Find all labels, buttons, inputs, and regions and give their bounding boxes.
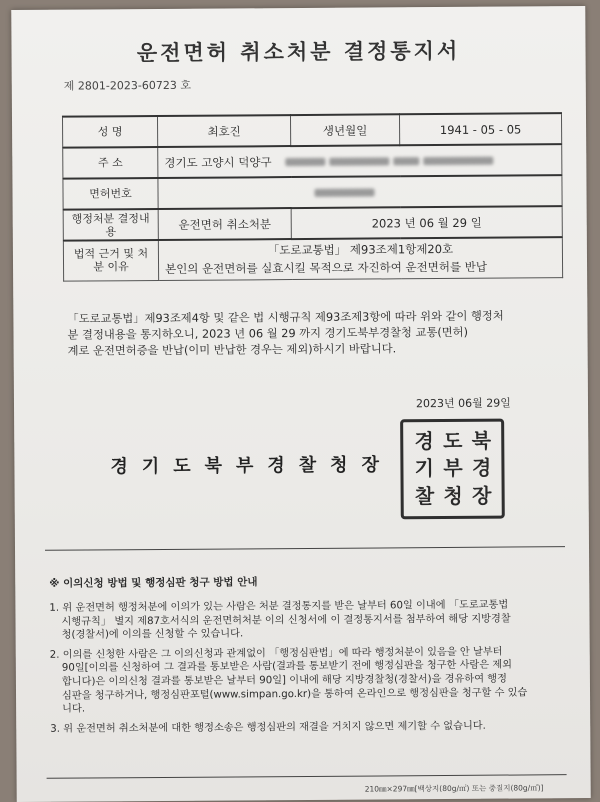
notice-line: 시행규칙」 별지 제87호서식의 운전면허처분 이의 신청서에 이 결정통지서를 첨부하여 해당 지방경찰 [61, 613, 511, 628]
issuing-agency: 경기도북부경찰청장 [110, 454, 394, 478]
table-row [62, 113, 561, 147]
divider-bottom [47, 774, 567, 779]
seal-glyph: 경 [414, 429, 433, 454]
seal-glyph: 장 [472, 483, 491, 508]
redacted-address [285, 153, 497, 168]
paragraph-line: 분 결정내용을 통지하오니, 2023 년 06 월 29 까지 경기도북부경찰청 교통(면허) [67, 325, 469, 342]
document-title: 운전면허 취소처분 결정통지서 [136, 38, 461, 66]
table-row [63, 175, 562, 209]
list-item [50, 719, 566, 736]
basis-reason: 본인의 운전면허를 실효시킬 목적으로 자진하여 운전면허를 반납 [165, 259, 487, 277]
notice-line: 청(경찰서)에 이의를 신청할 수 있습니다. [61, 628, 244, 641]
paper-spec: 210㎜×297㎜[백상지(80g/㎡) 또는 중질지(80g/㎡)] [364, 783, 544, 794]
name-label: 성 명 [62, 116, 157, 148]
address-cell [158, 144, 562, 178]
list-item [50, 645, 566, 717]
address-label: 주 소 [63, 147, 158, 179]
basis-label: 법적 근거 및 처분 이유 [63, 240, 158, 281]
seal-glyph: 기 [414, 456, 434, 481]
seal-glyph: 찰 [414, 483, 434, 508]
address-value: 경기도 고양시 덕양구 [164, 154, 272, 170]
seal-glyph: 경 [471, 456, 491, 481]
notice-document [11, 6, 591, 802]
notice-line: 3. 위 운전면허 취소처분에 대한 행정소송은 행정심판의 재결을 거치지 않으면 제기할 수 없습니다. [50, 720, 486, 735]
redacted-license [314, 185, 378, 199]
license-label: 면허번호 [63, 178, 158, 210]
issue-date: 2023년 06월 29일 [415, 396, 511, 411]
seal-glyph: 북 [471, 428, 491, 453]
divider-top [45, 546, 565, 551]
seal-characters [409, 428, 496, 511]
notice-line: 1. 위 운전면허 행정처분에 이의가 있는 사람은 처분 결정통지를 받은 날부터 60일 이내에 「도로교통법 [49, 599, 509, 614]
license-cell [158, 175, 562, 209]
seal-glyph: 도 [443, 428, 462, 454]
document-number: 제 2801-2023-60723 호 [63, 78, 191, 93]
disposition-date: 2023 년 06 월 29 일 [291, 206, 562, 239]
table-row [63, 144, 562, 178]
table-row [63, 237, 562, 280]
notice-line: 90일[이의를 신청하여 그 결과를 통보받은 사람(결과를 통보받기 전에 행정심판을 청구한 사람은 제외 [61, 659, 513, 675]
list-item [49, 598, 565, 642]
basis-law: 「도로교통법」 제93조제1항제20호 [267, 242, 454, 258]
paragraph-line: 계로 운전면허증을 반납(이미 반납한 경우는 제외)하시기 바랍니다. [67, 342, 397, 358]
info-table [62, 112, 563, 281]
notice-line: 심판을 청구하거나, 행정심판포털(www.simpan.go.kr)을 통하여 온라인으로 행정심판을 청구할 수 있습 [61, 686, 528, 702]
disposition-label: 행정처분 결정내용 [63, 209, 158, 241]
notice-line: 합니다)은 이의신청 결과를 통보받은 날부터 90일] 이내에 해당 지방경찰청(경찰서)을 경유하여 행정 [61, 673, 508, 688]
seal-glyph: 청 [443, 483, 462, 508]
seal-glyph: 부 [443, 456, 462, 481]
notice-line: 니다. [62, 703, 86, 715]
name-value: 최호진 [157, 115, 290, 147]
official-seal [400, 419, 505, 520]
notice-list [49, 598, 566, 742]
disposition-value: 운전면허 취소처분 [158, 208, 291, 240]
notice-paragraph [67, 308, 567, 359]
paragraph-line: 「도로교통법」제93조제4항 및 같은 법 시행규칙 제93조제3항에 따라 위와 같이 행정처 [67, 309, 504, 326]
birth-value: 1941 - 05 - 05 [399, 113, 561, 145]
birth-label: 생년월일 [290, 114, 399, 146]
basis-cell [158, 237, 562, 280]
table-row [63, 206, 562, 240]
notice-line: 2. 이의를 신청한 사람은 그 이의신청과 관계없이 「행정심판법」에 따라 행정처분이 있음을 안 날부터 [49, 646, 503, 661]
notice-heading: ※ 이의신청 방법 및 행정심판 청구 방법 안내 [49, 576, 258, 590]
